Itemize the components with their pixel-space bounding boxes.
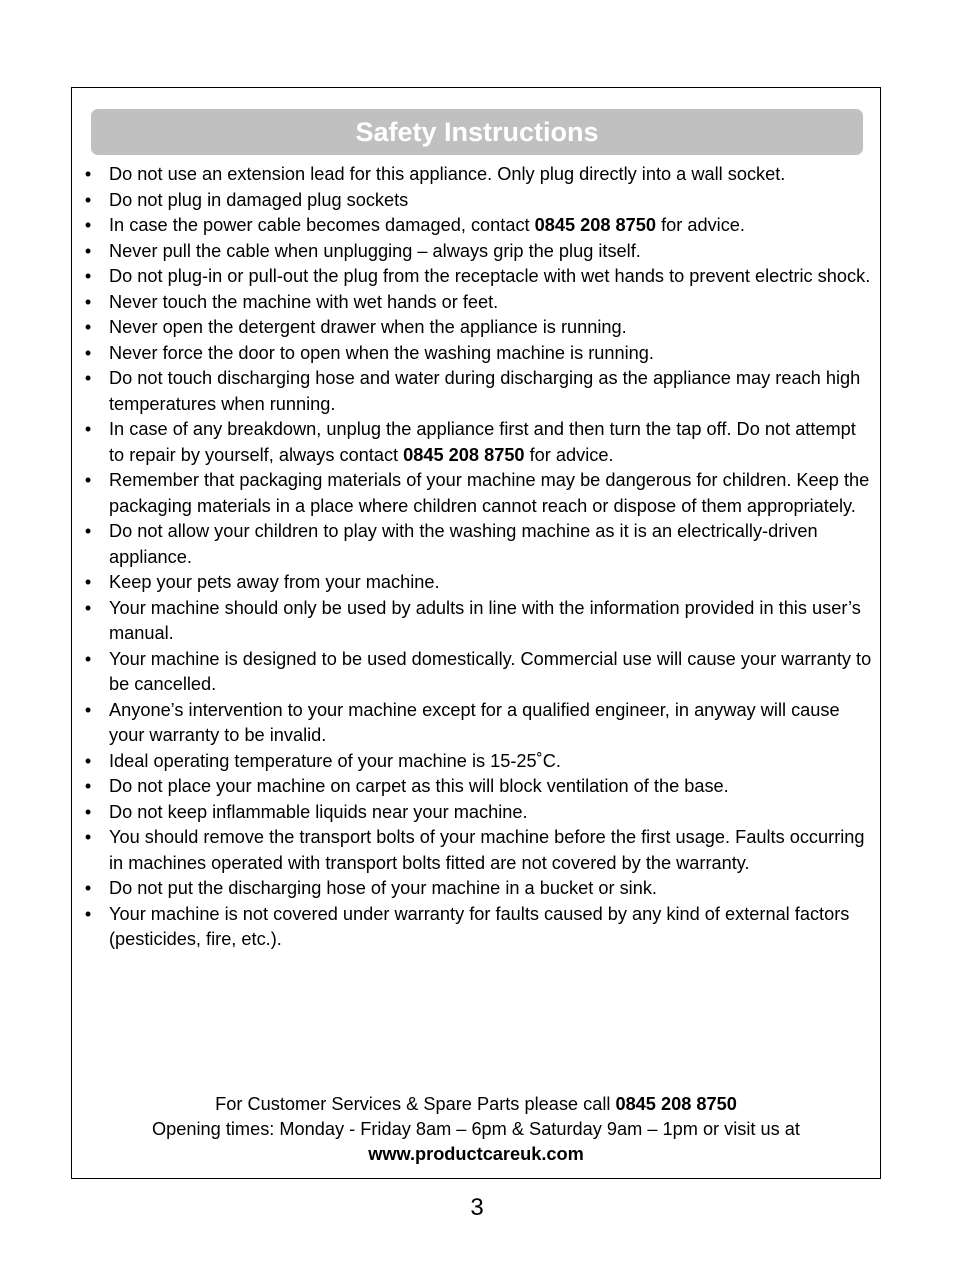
bullet-icon: •	[84, 291, 92, 312]
list-item: • Remember that packaging materials of your machine may be dangerous for children. Keep the packaging materials in a place where children cannot reach or dispose of them appropriately.	[82, 468, 872, 519]
bullet-icon: •	[84, 903, 92, 924]
footer-line-call: For Customer Services & Spare Parts please call 0845 208 8750	[215, 1094, 737, 1114]
bullet-icon: •	[84, 470, 92, 490]
list-item: • Your machine is not covered under warranty for faults caused by any kind of external factors (pesticides, fire, etc.).	[82, 902, 872, 953]
bullet-icon: •	[84, 827, 92, 847]
page-number: 3	[470, 1194, 484, 1221]
customer-services-footer	[71, 1092, 881, 1167]
bullet-icon: •	[84, 189, 92, 210]
title-banner	[91, 109, 863, 155]
list-item: • In case the power cable becomes damaged, contact 0845 208 8750 for advice.	[82, 213, 872, 239]
list-item: • Anyone’s intervention to your machine except for a qualified engineer, in anyway will cause your warranty to be invalid.	[82, 698, 872, 749]
list-item: • Do not plug-in or pull-out the plug from the receptacle with wet hands to prevent electric shock.	[82, 264, 872, 290]
bullet-icon: •	[84, 699, 92, 720]
bullet-icon: •	[84, 342, 92, 363]
list-item: • Your machine is designed to be used domestically. Commercial use will cause your warranty to be cancelled.	[82, 647, 872, 698]
bullet-icon: •	[84, 776, 92, 796]
bullet-icon: •	[84, 597, 92, 618]
list-item: • Do not touch discharging hose and water during discharging as the appliance may reach high temperatures when running.	[82, 366, 872, 417]
bullet-icon: •	[84, 750, 92, 771]
list-item: • Do not plug in damaged plug sockets	[82, 188, 872, 214]
list-item: • Never force the door to open when the washing machine is running.	[82, 341, 872, 367]
list-item: • Never open the detergent drawer when the appliance is running.	[82, 315, 872, 341]
list-item: • In case of any breakdown, unplug the appliance first and then turn the tap off. Do not attempt to repair by yourself, always contact 0845 208 8750 for advice.	[82, 417, 872, 468]
list-item: • Your machine should only be used by adults in line with the information provided in this user’s manual.	[82, 596, 872, 647]
list-item: • Do not put the discharging hose of your machine in a bucket or sink.	[82, 876, 872, 902]
bullet-icon: •	[84, 648, 92, 669]
bullet-icon: •	[84, 266, 92, 286]
bullet-icon: •	[84, 419, 92, 439]
list-item: • Never touch the machine with wet hands or feet.	[82, 290, 872, 316]
list-item: • Never pull the cable when unplugging – always grip the plug itself.	[82, 239, 872, 265]
bullet-icon: •	[84, 368, 92, 388]
bullet-icon: •	[84, 240, 92, 261]
bullet-icon: •	[84, 572, 92, 592]
safety-list	[82, 162, 872, 953]
bullet-icon: •	[84, 801, 92, 822]
list-item: • Do not allow your children to play with the washing machine as it is an electrically-driven appliance.	[82, 519, 872, 570]
phone-number: 0845 208 8750	[403, 444, 525, 465]
list-item: • Do not keep inflammable liquids near your machine.	[82, 800, 872, 826]
footer-website-link[interactable]: www.productcareuk.com	[368, 1144, 584, 1164]
footer-phone-number: 0845 208 8750	[615, 1094, 737, 1114]
list-item: • Do not place your machine on carpet as this will block ventilation of the base.	[82, 774, 872, 800]
phone-number: 0845 208 8750	[534, 215, 657, 235]
bullet-icon: •	[84, 878, 92, 898]
footer-opening-times: Opening times: Monday - Friday 8am – 6pm & Saturday 9am – 1pm or visit us at	[152, 1119, 800, 1139]
list-item: • Do not use an extension lead for this appliance. Only plug directly into a wall socket.	[82, 162, 872, 188]
page-title: Safety Instructions	[355, 116, 599, 147]
list-item: • You should remove the transport bolts of your machine before the first usage. Faults occurring in machines operated with transport bolts fitted are not covered by the warranty.	[82, 825, 872, 876]
bullet-icon: •	[84, 164, 92, 184]
bullet-icon: •	[84, 215, 92, 235]
bullet-icon: •	[84, 521, 92, 541]
bullet-icon: •	[84, 317, 92, 337]
list-item: • Ideal operating temperature of your machine is 15-25˚C.	[82, 749, 872, 775]
list-item: • Keep your pets away from your machine.	[82, 570, 872, 596]
